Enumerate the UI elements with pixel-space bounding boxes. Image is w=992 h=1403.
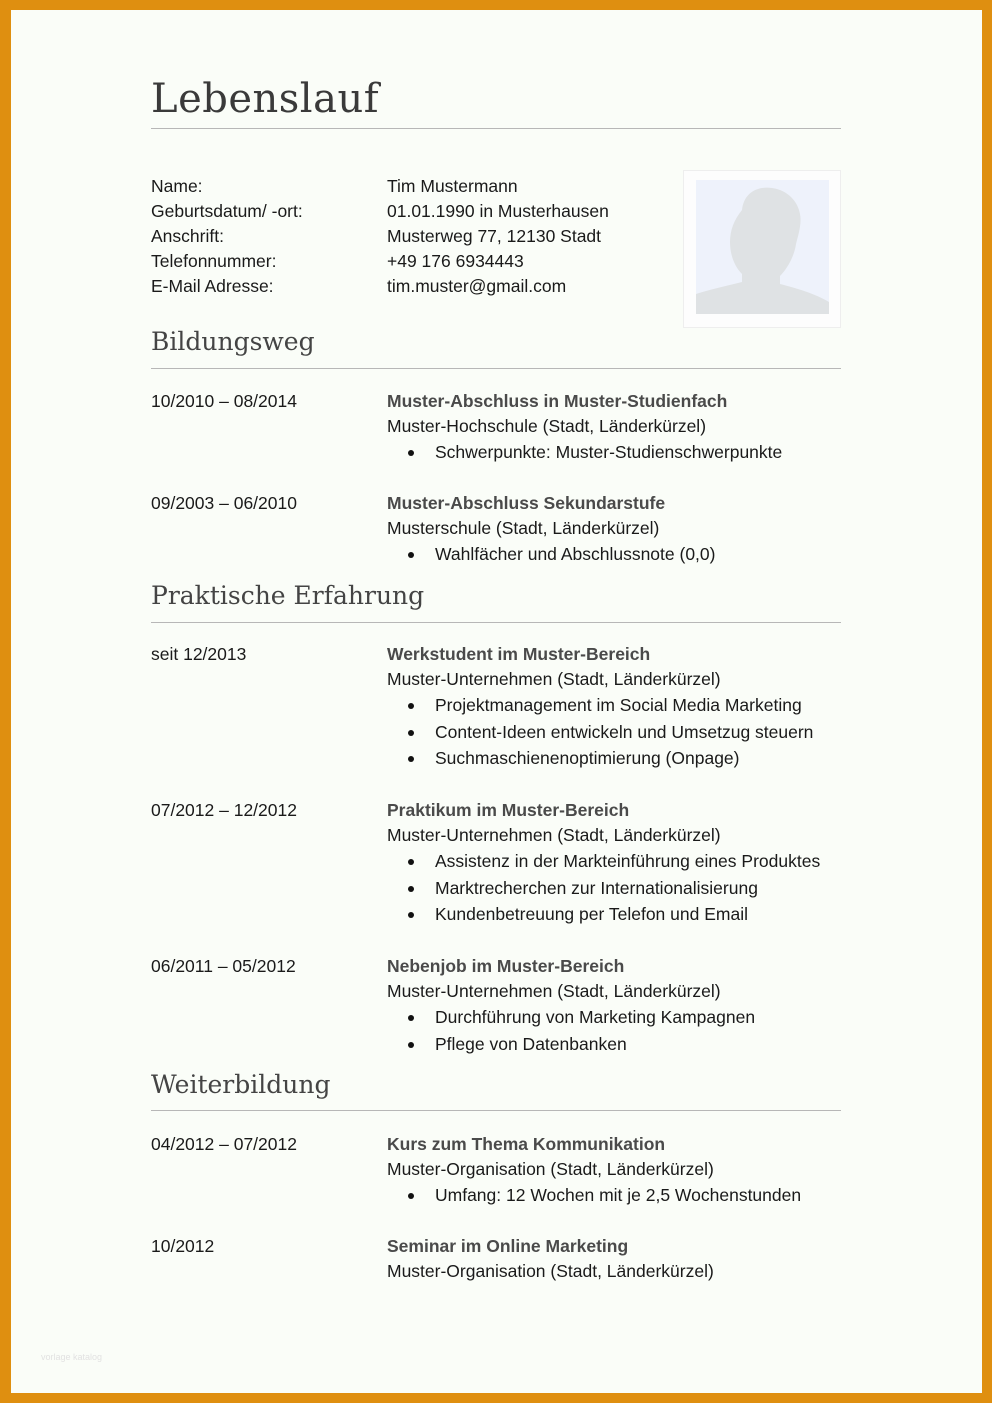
personal-label: Anschrift:: [151, 226, 224, 246]
entry-bullets: [387, 439, 847, 466]
entry-bullets: [387, 1182, 847, 1209]
list-item: Pflege von Datenbanken: [387, 1031, 847, 1058]
personal-label: Name:: [151, 176, 203, 196]
entry-date: 09/2003 – 06/2010: [151, 493, 297, 513]
entry-date: 10/2010 – 08/2014: [151, 391, 297, 411]
list-item: Content-Ideen entwickeln und Umsetzug steuern: [387, 719, 847, 746]
entry-date: 04/2012 – 07/2012: [151, 1134, 297, 1154]
entry-title: Praktikum im Muster-Bereich: [387, 800, 630, 820]
entry-organization: Muster-Hochschule (Stadt, Länderkürzel): [387, 416, 707, 436]
personal-label: Telefonnummer:: [151, 251, 277, 271]
entry-title: Werkstudent im Muster-Bereich: [387, 644, 651, 664]
section-title-training: Weiterbildung: [151, 1070, 331, 1099]
page-title: Lebenslauf: [151, 76, 380, 122]
list-item: Marktrecherchen zur Internationalisierung: [387, 875, 847, 902]
entry-organization: Muster-Unternehmen (Stadt, Länderkürzel): [387, 825, 721, 845]
entry-date: seit 12/2013: [151, 644, 247, 664]
entry-title: Kurs zum Thema Kommunikation: [387, 1134, 666, 1154]
entry-date: 07/2012 – 12/2012: [151, 800, 297, 820]
list-item: Projektmanagement im Social Media Marketing: [387, 692, 847, 719]
entry-bullets: [387, 848, 847, 928]
list-item: Wahlfächer und Abschlussnote (0,0): [387, 541, 847, 568]
list-item: Assistenz in der Markteinführung eines Produktes: [387, 848, 847, 875]
entry-title: Seminar im Online Marketing: [387, 1236, 629, 1256]
personal-value: Tim Mustermann: [387, 176, 518, 196]
entry-organization: Muster-Unternehmen (Stadt, Länderkürzel): [387, 669, 721, 689]
section-title-education: Bildungsweg: [151, 327, 315, 356]
profile-photo-frame: [683, 170, 841, 328]
entry-date: 06/2011 – 05/2012: [151, 956, 296, 976]
personal-value: Musterweg 77, 12130 Stadt: [387, 226, 602, 246]
personal-value: +49 176 6934443: [387, 251, 524, 271]
entry-date: 10/2012: [151, 1236, 215, 1256]
entry-title: Muster-Abschluss in Muster-Studienfach: [387, 391, 728, 411]
section-title-experience: Praktische Erfahrung: [151, 581, 425, 610]
entry-organization: Musterschule (Stadt, Länderkürzel): [387, 518, 660, 538]
person-silhouette-icon: [696, 180, 829, 314]
entry-bullets: [387, 692, 847, 772]
cv-page: [11, 10, 982, 1393]
list-item: Schwerpunkte: Muster-Studienschwerpunkte: [387, 439, 847, 466]
list-item: Durchführung von Marketing Kampagnen: [387, 1004, 847, 1031]
entry-bullets: [387, 1004, 847, 1057]
entry-title: Nebenjob im Muster-Bereich: [387, 956, 625, 976]
entry-bullets: [387, 541, 847, 568]
personal-value: 01.01.1990 in Musterhausen: [387, 201, 609, 221]
entry-organization: Muster-Organisation (Stadt, Länderkürzel): [387, 1261, 714, 1281]
entry-title: Muster-Abschluss Sekundarstufe: [387, 493, 666, 513]
list-item: Umfang: 12 Wochen mit je 2,5 Wochenstunden: [387, 1182, 847, 1209]
entry-organization: Muster-Unternehmen (Stadt, Länderkürzel): [387, 981, 721, 1001]
section-divider: [151, 368, 841, 369]
list-item: Kundenbetreuung per Telefon und Email: [387, 901, 847, 928]
title-divider: [151, 128, 841, 129]
list-item: Suchmaschienenoptimierung (Onpage): [387, 745, 847, 772]
personal-label: Geburtsdatum/ -ort:: [151, 201, 303, 221]
entry-organization: Muster-Organisation (Stadt, Länderkürzel): [387, 1159, 714, 1179]
personal-value: tim.muster@gmail.com: [387, 276, 567, 296]
watermark: vorlage katalog: [41, 1352, 103, 1362]
personal-label: E-Mail Adresse:: [151, 276, 274, 296]
section-divider: [151, 622, 841, 623]
section-divider: [151, 1110, 841, 1111]
